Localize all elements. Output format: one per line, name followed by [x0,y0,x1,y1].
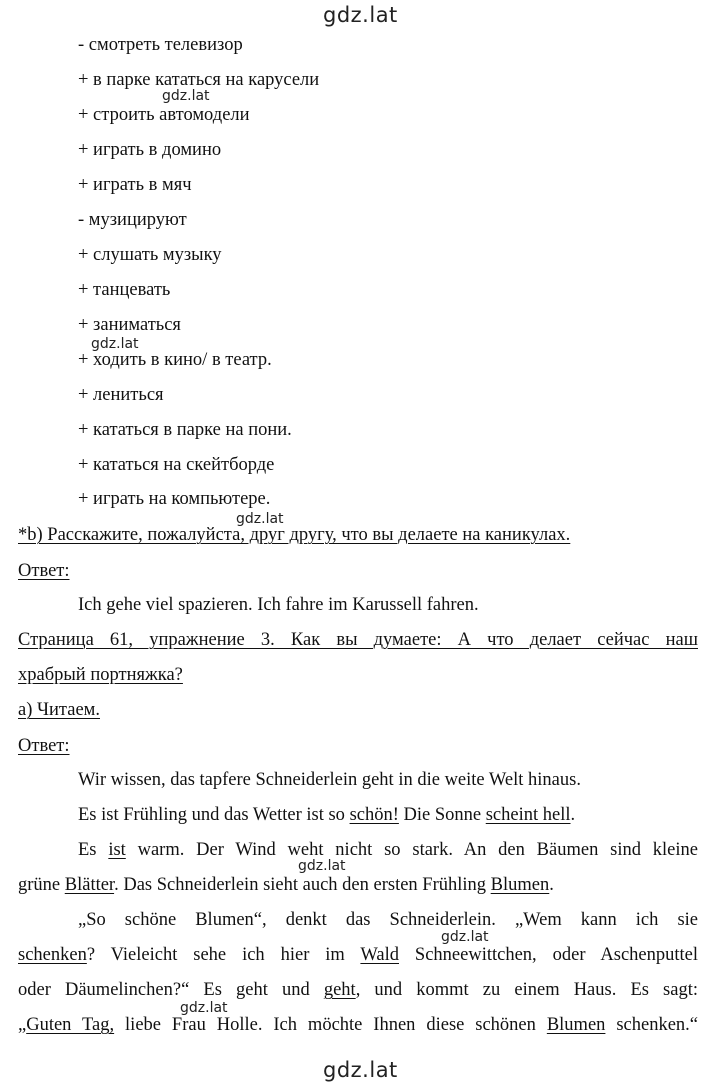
text-line: grüne Blätter. Das Schneiderlein sieht auch den ersten Frühling Blumen. [18,875,554,895]
list-item: + в парке кататься на карусели [78,70,320,90]
list-item: + играть на компьютере. [78,489,271,509]
watermark: gdz.lat [91,336,139,352]
list-item: - смотреть телевизор [78,35,243,55]
watermark: gdz.lat [236,511,284,527]
list-item: + танцевать [78,280,171,300]
watermark-top: gdz.lat [323,3,398,27]
text-line: schenken? Vieleicht sehe ich hier im Wald Schneewittchen, oder Aschenputtel [18,945,698,965]
watermark: gdz.lat [162,88,210,104]
answer-label: Ответ: [18,561,70,581]
text-line: Wir wissen, das tapfere Schneiderlein geht in die weite Welt hinaus. [78,770,581,790]
list-item: + кататься в парке на пони. [78,420,292,440]
answer-b-text: Ich gehe viel spazieren. Ich fahre im Karussell fahren. [78,595,479,615]
task-a-heading: а) Читаем. [18,700,100,720]
list-item: + играть в домино [78,140,222,160]
list-item: + кататься на скейтборде [78,455,275,475]
watermark-bottom: gdz.lat [323,1058,398,1082]
text-line: „So schöne Blumen“, denkt das Schneiderlein. „Wem kann ich sie [78,910,698,930]
list-item: + ходить в кино/ в театр. [78,350,272,370]
watermark: gdz.lat [298,858,346,874]
list-item: + заниматься [78,315,181,335]
list-item: - музицируют [78,210,187,230]
task-b-heading: *b) Расскажите, пожалуйста, друг другу, что вы делаете на каникулах. [18,525,571,545]
exercise-heading-line1: Страница 61, упражнение 3. Как вы думаете: А что делает сейчас наш [18,630,698,650]
exercise-heading-line2: храбрый портняжка? [18,665,183,685]
list-item: + строить автомодели [78,105,250,125]
list-item: + играть в мяч [78,175,192,195]
text-line: oder Däumelinchen?“ Es geht und geht, und kommt zu einem Haus. Es sagt: [18,980,698,1000]
list-item: + слушать музыку [78,245,222,265]
text-line: Es ist Frühling und das Wetter ist so schön! Die Sonne scheint hell. [78,805,576,825]
watermark: gdz.lat [180,1000,228,1016]
answer-label: Ответ: [18,736,70,756]
text-line: „Guten Tag, liebe Frau Holle. Ich möchte Ihnen diese schönen Blumen schenken.“ [18,1015,699,1035]
list-item: + лениться [78,385,164,405]
text-line: Es ist warm. Der Wind weht nicht so stark. An den Bäumen sind kleine [78,840,698,860]
watermark: gdz.lat [441,929,489,945]
